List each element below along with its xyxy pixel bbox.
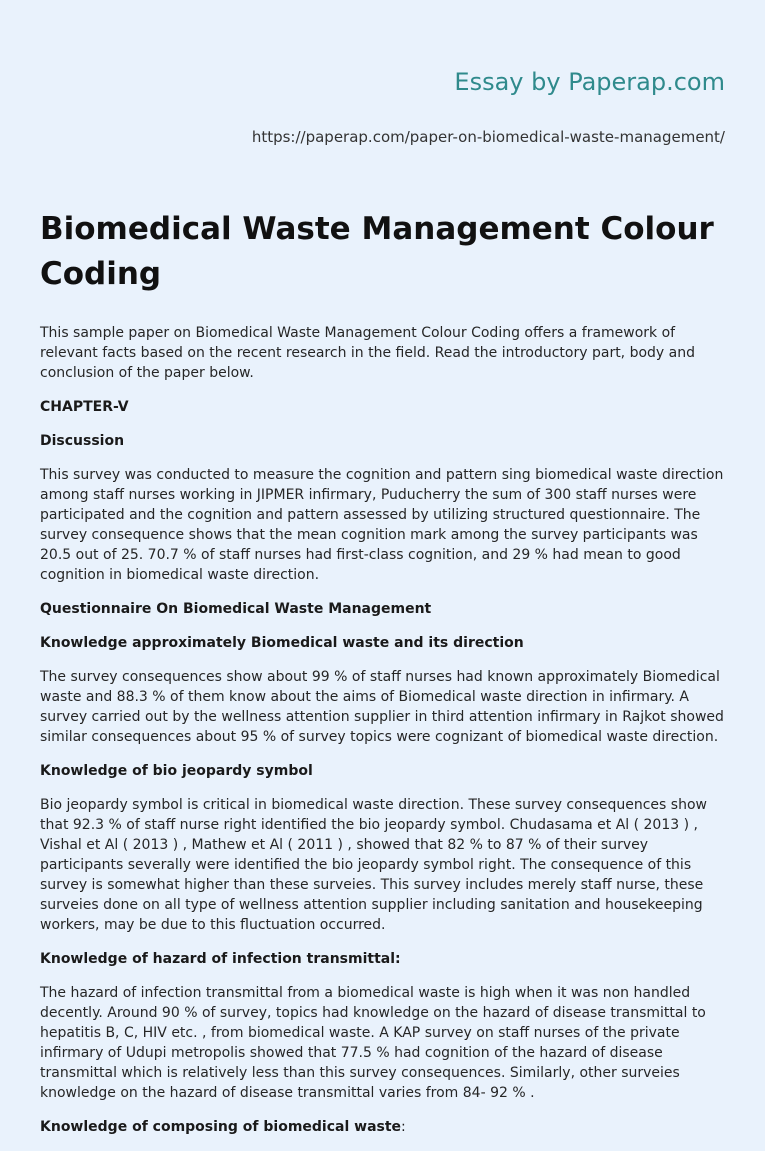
- knowledge-paragraph: The survey consequences show about 99 % of staff nurses had known approximately Biomedical waste and 88.3 % of them know about the aims of Biomedical waste direction in infirmary. A survey carried out by the wellness attention supplier in third attention infirmary in Rajkot showed similar consequences about 95 % of survey topics were cognizant of biomedical waste direction.: [40, 669, 724, 745]
- symbol-paragraph: Bio jeopardy symbol is critical in biomedical waste direction. These survey consequences show that 92.3 % of staff nurse right identified the bio jeopardy symbol. Chudasama et Al ( 2013 ) , Vishal et Al ( 2013 ) , Mathew et Al ( 2011 ) , showed that 82 % to 87 % of their survey participants severally were identified the bio jeopardy symbol right. The consequence of this survey is somewhat higher than these surveies. This survey includes merely staff nurse, these surveies done on all type of wellness attention supplier including sanitation and housekeeping workers, may be due to this fluctuation occurred.: [40, 797, 707, 933]
- article-body: [40, 323, 730, 1151]
- page-title: Biomedical Waste Management Colour Coding: [40, 211, 714, 292]
- brand-link[interactable]: Essay by Paperap.com: [454, 68, 725, 96]
- hazard-heading: Knowledge of hazard of infection transmittal:: [40, 951, 401, 967]
- symbol-heading: Knowledge of bio jeopardy symbol: [40, 763, 313, 779]
- intro-paragraph: This sample paper on Biomedical Waste Management Colour Coding offers a framework of relevant facts based on the recent research in the field. Read the introductory part, body and conclusion of the paper below.: [40, 325, 695, 381]
- knowledge-heading: Knowledge approximately Biomedical waste and its direction: [40, 635, 524, 651]
- questionnaire-heading: Questionnaire On Biomedical Waste Management: [40, 601, 432, 617]
- source-url-link[interactable]: https://paperap.com/paper-on-biomedical-waste-management/: [251, 128, 725, 146]
- composing-heading: [40, 1117, 730, 1137]
- composing-heading-colon: :: [401, 1119, 406, 1135]
- hazard-paragraph: The hazard of infection transmittal from a biomedical waste is high when it was non handled decently. Around 90 % of survey, topics had knowledge on the hazard of disease transmittal to hepatitis B, C, HIV etc. , from biomedical waste. A KAP survey on staff nurses of the private infirmary of Udupi metropolis showed that 77.5 % had cognition of the hazard of disease transmittal which is relatively less than this survey consequences. Similarly, other surveies knowledge on the hazard of disease transmittal varies from 84- 92 % .: [40, 985, 706, 1101]
- discussion-paragraph: This survey was conducted to measure the cognition and pattern sing biomedical waste direction among staff nurses working in JIPMER infirmary, Puducherry the sum of 300 staff nurses were participated and the cognition and pattern assessed by utilizing structured questionnaire. The survey consequence shows that the mean cognition mark among the survey participants was 20.5 out of 25. 70.7 % of staff nurses had first-class cognition, and 29 % had mean to good cognition in biomedical waste direction.: [40, 467, 724, 583]
- composing-heading-text: Knowledge of composing of biomedical waste: [40, 1119, 402, 1135]
- chapter-heading: CHAPTER-V: [40, 399, 129, 415]
- discussion-heading: Discussion: [40, 433, 125, 449]
